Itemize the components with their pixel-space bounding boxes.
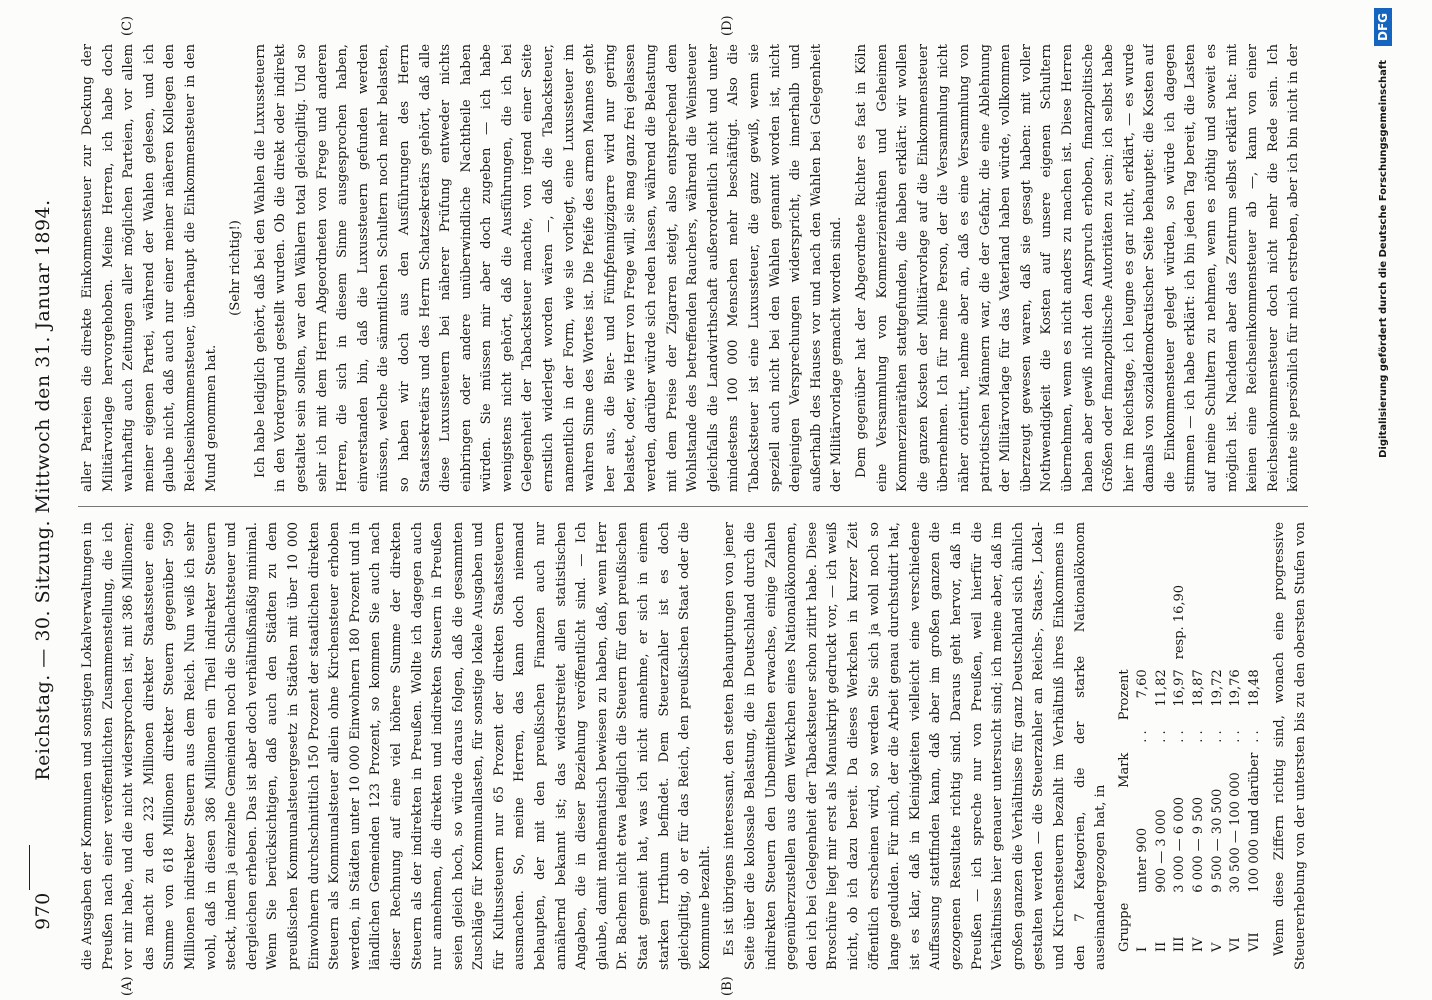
table-cell-range: 900 — 3 000 bbox=[1153, 809, 1169, 893]
tax-rate-table bbox=[1116, 575, 1265, 952]
table-row bbox=[1227, 575, 1246, 952]
table-cell-range: 30 500 — 100 000 bbox=[1228, 772, 1244, 893]
table-cell-dots: . . bbox=[1209, 730, 1225, 743]
paragraph: Ich habe lediglich gehört, daß bei den Wahlen die Luxussteuern in den Vordergrund gestellt wurden. Ob die direkt oder indirekt gestaltet sein sollten, war den Wählern total gleichgiltig. Und so sehr ich mit dem Herrn Abgeordneten von Frege und anderen Herren, die sich in diesem Sinne ausgesprochen haben, einverstanden bin, daß die Luxussteuern gefunden werden müssen, welche die sämmtlichen Schultern noch mehr belasten, so haben wir doch aus den Ausführungen des Herrn Staatssekretärs und des Herrn Schatzsekretärs gehört, daß alle diese Luxussteuern bei näherer Prüfung entweder nichts einbringen oder andere unüberwindliche Nachtheile haben würden. Sie müssen mir aber doch zugeben — ich habe wenigstens nicht gehört, daß die Ausführungen, die ich bei Gelegenheit der Tabacksteuer machte, von irgend einer Seite ernstlich widerlegt worden wären —, daß die Tabacksteuer, namentlich in der Form, wie sie vorliegt, eine Luxussteuer im wahren Sinne des Wortes ist. Die Pfeife des armen Mannes geht leer aus, die Bier- und Fünfpfennigzigarre wird nur gering belastet, oder, wie Herr von Frege will, sie mag ganz frei gelassen werden, darüber würde sich reden lassen, während die Belastung mit dem Preise der Zigarren steigt, also entsprechend dem Wohlstande des betreffenden Rauchers, während die Weinsteuer gleichfalls die Landwirthschaft außerordentlich nicht und unter mindestens 100 000 Menschen mehr beschäftigt. Also die Tabacksteuer ist eine Luxussteuer, die ganz gewiß, wenn sie speziell auch nicht bei den Wahlen genannt worden ist, nicht denjenigen Versprechungen widerspricht, die innerhalb und außerhalb des Hauses vor und nach den Wahlen bei Gelegenheit der Militärvorlage gemacht worden sind. bbox=[252, 44, 845, 492]
table-cell-dots: . . bbox=[1153, 730, 1169, 743]
margin-mark-b: (B) bbox=[720, 976, 735, 996]
header-rule bbox=[29, 845, 30, 890]
table-row bbox=[1190, 575, 1209, 952]
table-heading-mark: Mark bbox=[1116, 752, 1132, 788]
margin-mark-d: (D) bbox=[720, 15, 735, 36]
table-row bbox=[1246, 575, 1265, 952]
paragraph: Dem gegenüber hat der Abgeordnete Richter es fast in Köln eine Versammlung von Kommerzienräthen und Geheimen Kommerzienräthen stattgefunden, die haben erklärt: wir wollen die ganzen Kosten der Militärvorlage auf die Einkommensteuer übernehmen. Ich für meine Person, der die Versammlung nicht näher orientirt, nehme aber an, daß es eine Versammlung von patriotischen Männern war, die der Gefahr, die eine Ablehnung der Militärvorlage für das Vaterland haben würde, vollkommen überzeugt gewesen waren, daß sie gesagt haben: mit voller Nothwendigkeit die Kosten auf unsere eigenen Schultern übernehmen, wenn es nicht anders zu machen ist. Diese Herren haben aber gewiß nicht den Anspruch erhoben, finanzpolitische Größen oder finanzpolitische Autoritäten zu sein; ich selbst habe hier im Reichstage, ich leugne es gar nicht, erklärt, — es wurde damals von sozialdemokratischer Seite behauptet: die Kosten auf die Einkommensteuer gelegt würden, so würde ich dagegen stimmen — ich habe erklärt: ich bin jeden Tag bereit, die Lasten auf meine Schultern zu nehmen, wenn es nöthig und soweit es möglich ist. Nachdem aber das Zentrum selbst erklärt hat: mit keinen eine Reichseinkommensteuer ab —, kann von einer Reichseinkommensteuer doch nicht mehr die Rede sein. Ich könnte sie persönlich für mich erstreben, aber ich bin nicht in der bbox=[853, 44, 1302, 492]
paragraph: aller Parteien die direkte Einkommensteuer zur Deckung der Militärvorlage hervorgehoben. Meine Herren, ich habe doch wahrhaftig auch Zeitungen aller möglichen Parteien, vor allem meiner eigenen Partei, während der Wahlen gelesen, und ich glaube nicht, daß auch nur einer meiner näheren Kollegen den Reichseinkommensteuer, überhaupt die Einkommensteuer in den Mund genommen hat. bbox=[80, 44, 219, 492]
table-cell-group: I bbox=[1135, 946, 1151, 952]
table-cell-group: VII bbox=[1246, 932, 1262, 952]
table-cell-extra bbox=[1153, 575, 1172, 659]
digitization-footer bbox=[1370, 0, 1400, 1000]
table-cell-dots: . . bbox=[1228, 730, 1244, 743]
table-row bbox=[1134, 575, 1153, 952]
dfg-logo: DFG bbox=[1374, 8, 1392, 46]
right-column bbox=[78, 44, 1308, 492]
table-cell-group: VI bbox=[1228, 937, 1244, 952]
table-cell-percent: 19,76 bbox=[1228, 669, 1244, 707]
table-cell-group: IV bbox=[1191, 937, 1207, 952]
table-cell-dots: . . bbox=[1172, 730, 1188, 743]
table-cell-group: III bbox=[1172, 936, 1188, 952]
table-cell-range: 3 000 — 6 000 bbox=[1172, 796, 1188, 893]
table-cell-extra bbox=[1227, 575, 1246, 659]
margin-mark-c: (C) bbox=[120, 15, 135, 36]
table-cell-range: 100 000 und darüber bbox=[1246, 752, 1262, 893]
table-cell-group: II bbox=[1153, 941, 1169, 952]
table-cell-percent: 7,60 bbox=[1135, 669, 1151, 699]
table-cell-range: unter 900 bbox=[1135, 827, 1151, 893]
table-cell-dots: . . bbox=[1191, 730, 1207, 743]
table-cell-dots: . . bbox=[1246, 730, 1262, 743]
table-cell-dots: . . bbox=[1135, 730, 1151, 743]
paragraph: Wenn diese Ziffern richtig sind, wonach eine progressive Steuererhebung von der untersten bis zu den obersten Stufen von bbox=[1272, 522, 1308, 970]
page-header bbox=[26, 50, 66, 930]
column-divider bbox=[78, 506, 1308, 507]
table-cell-extra bbox=[1246, 575, 1265, 659]
page-number: 970 bbox=[32, 892, 54, 930]
table-row bbox=[1153, 575, 1172, 952]
table-cell-percent: 18,87 bbox=[1191, 669, 1207, 707]
table-cell-extra bbox=[1209, 575, 1228, 659]
table-heading-percent: Prozent bbox=[1116, 669, 1132, 721]
table-cell-percent: 16,97 bbox=[1172, 669, 1188, 707]
running-title: Reichstag. — 30. Sitzung. Mittwoch den 31. Januar 1894. bbox=[32, 199, 54, 781]
paragraph: die Ausgaben der Kommunen und sonstigen Lokalverwaltungen in Preußen nach einer veröffentlichten Zusammenstellung, die ich vor mir habe, und die nicht widersprochen ist, mit 386 Millionen; das macht zu den 232 Millionen direkter Staatssteuer eine Summe von 618 Millionen direkter Steuern gegenüber 590 Millionen indirekter Steuern aus dem Reich. Nun weiß ich sehr wohl, daß in diesen 386 Millionen ein Theil indirekter Steuern steckt, indem ja einzelne Gemeinden noch die Schlachtsteuer und dergleichen erheben. Das ist aber doch verhältnißmäßig minimal. Wenn Sie berücksichtigen, daß auch den Städten zu dem preußischen Kommunalsteuergesetz in Städten mit über 10 000 Einwohnern durchschnittlich 150 Prozent der staatlichen direkten Steuern als Kommunalsteuer allein ohne Kirchensteuer erhoben werden, in Städten unter 10 000 Einwohnern 180 Prozent und in ländlichen Gemeinden 123 Prozent, so kommen Sie auch nach dieser Rechnung auf eine viel höhere Summe der direkten Steuern als der indirekten in Preußen. Wollte ich dagegen auch nur annehmen, die direkten und indirekten Steuern in Preußen seien gleich hoch, so würde daraus folgen, daß die gesammten Zuschläge für Kommunallasten, für sonstige lokale Ausgaben und für Kultussteuern nur 65 Prozent der direkten Staatssteuern ausmachen. So, meine Herren, das kann doch niemand behaupten, der mit den preußischen Finanzen auch nur annähernd bekannt ist; das widerstreitet allen statistischen Angaben, die in dieser Beziehung veröffentlicht sind. — Ich glaube, damit mathematisch bewiesen zu haben, daß, wenn Herr Dr. Bachem nicht etwa lediglich die Steuern für den preußischen Staat gemeint hat, was ich nicht annehme, er sich in einem starken Irrthum befindet. Dem Steuerzahler ist es doch gleichgiltig, ob er für das Reich, den preußischen Staat oder die Kommune bezahlt. bbox=[80, 522, 713, 970]
table-cell-percent: 19,72 bbox=[1209, 669, 1225, 707]
table-row bbox=[1209, 575, 1228, 952]
left-column bbox=[78, 522, 1308, 970]
table-cell-extra bbox=[1190, 575, 1209, 659]
digitization-note: Digitalisierung gefördert durch die Deutsche Forschungsgemeinschaft bbox=[1378, 60, 1389, 458]
interjection: (Sehr richtig!) bbox=[228, 220, 244, 316]
table-cell-extra bbox=[1134, 575, 1153, 659]
margin-mark-a: (A) bbox=[120, 976, 135, 996]
table-cell-extra: resp. 16,90 bbox=[1172, 584, 1188, 660]
table-cell-group: V bbox=[1209, 942, 1225, 952]
table-heading-group: Gruppe bbox=[1116, 902, 1132, 952]
paragraph: Es ist übrigens interessant, den steten Behauptungen von jener Seite über die kolossale Belastung, die in Deutschland durch die indirekten Steuern den Unbemittelten erwachse, einige Zahlen gegenüberzustellen aus dem Werkchen eines Nationalökonomen, den ich bei Gelegenheit der Tabacksteuer schon zitirt habe. Diese Broschüre liegt mir erst als Manuskript gedruckt vor, — ich weiß nicht, ob ich dazu bereit. Da dieses Werkchen in kurzer Zeit öffentlich erscheinen wird, so werden Sie sich ja wohl noch so lange gedulden. Für mich, der die Arbeit genau durchstudirt hat, ist es klar, daß in Kleinigkeiten vielleicht eine verschiedene Auffassung stattfinden kann, daß aber im großen ganzen die gezogenen Resultate richtig sind. Daraus geht hervor, daß in Preußen — ich spreche nur von Preußen, weil hierfür die Verhältnisse hier genauer untersucht sind; ich meine aber, daß im großen ganzen die Verhältnisse für ganz Deutschland sich ähnlich gestalten werden — die Steuerzahler an Reichs-, Staats-, Lokal- und Kirchensteuern bezahlt im Verhältniß ihres Einkommens in den 7 Kategorien, die der starke Nationalökonom auseinandergezogen hat, in bbox=[722, 522, 1109, 970]
table-row bbox=[1171, 575, 1190, 952]
table-cell-range: 6 000 — 9 500 bbox=[1191, 796, 1207, 893]
table-cell-range: 9 500 — 30 500 bbox=[1209, 788, 1225, 893]
table-cell-percent: 18,48 bbox=[1246, 669, 1262, 707]
table-cell-percent: 11,82 bbox=[1153, 669, 1169, 707]
